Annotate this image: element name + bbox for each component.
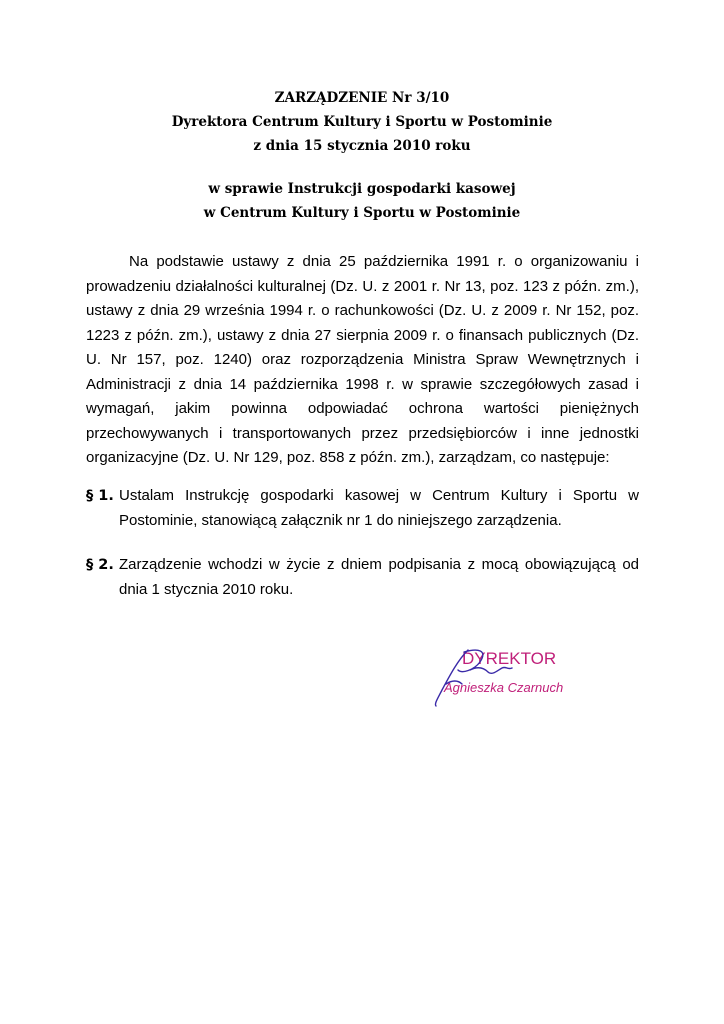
section-1 xyxy=(86,484,639,533)
stamp-name: Agnieszka Czarnuch xyxy=(444,680,564,695)
signature-image xyxy=(428,640,598,710)
section-1-text: Ustalam Instrukcję gospodarki kasowej w Centrum Kultury i Sportu w Postominie, stanowiącą załącznik nr 1 do niniejszego zarządzenia. xyxy=(119,487,639,529)
section-2 xyxy=(86,553,639,602)
document-date: z dnia 15 stycznia 2010 roku xyxy=(253,138,471,154)
director-stamp-signature xyxy=(428,640,598,710)
section-2-number: § 2. xyxy=(86,557,114,573)
stamp-title: DYREKTOR xyxy=(462,649,557,668)
preamble-paragraph: Na podstawie ustawy z dnia 25 października 1991 r. o organizowaniu i prowadzeniu działalności kulturalnej (Dz. U. z 2001 r. Nr 13, poz. 123 z późn. zm.), ustawy z dnia 29 września 1994 r. o rachunkowości (Dz. U. z 2009 r. Nr 152, poz. 1223 z późn. zm.), ustawy z dnia 27 sierpnia 2009 r. o finansach publicznych (Dz. U. Nr 157, poz. 1240) oraz rozporządzenia Ministra Spraw Wewnętrznych i Administracji z dnia 14 października 1998 r. w sprawie szczegółowych zasad i wymagań, jakim powinna odpowiadać ochrona wartości pieniężnych przechowywanych i transportowanych przez przedsiębiorców i inne jednostki organizacyjne (Dz. U. Nr 129, poz. 858 z późn. zm.), zarządzam, co następuje: xyxy=(86,253,639,466)
document-title: ZARZĄDZENIE Nr 3/10 xyxy=(274,90,450,106)
document-subject-line2: w Centrum Kultury i Sportu w Postominie xyxy=(203,205,521,221)
document-subject-line1: w sprawie Instrukcji gospodarki kasowej xyxy=(208,181,516,197)
section-1-number: § 1. xyxy=(86,488,114,504)
header-gap xyxy=(0,158,724,177)
document-issuer: Dyrektora Centrum Kultury i Sportu w Postominie xyxy=(171,114,553,130)
section-2-text: Zarządzenie wchodzi w życie z dniem podpisania z mocą obowiązującą od dnia 1 stycznia 2010 roku. xyxy=(119,556,639,598)
document-header xyxy=(0,86,724,225)
